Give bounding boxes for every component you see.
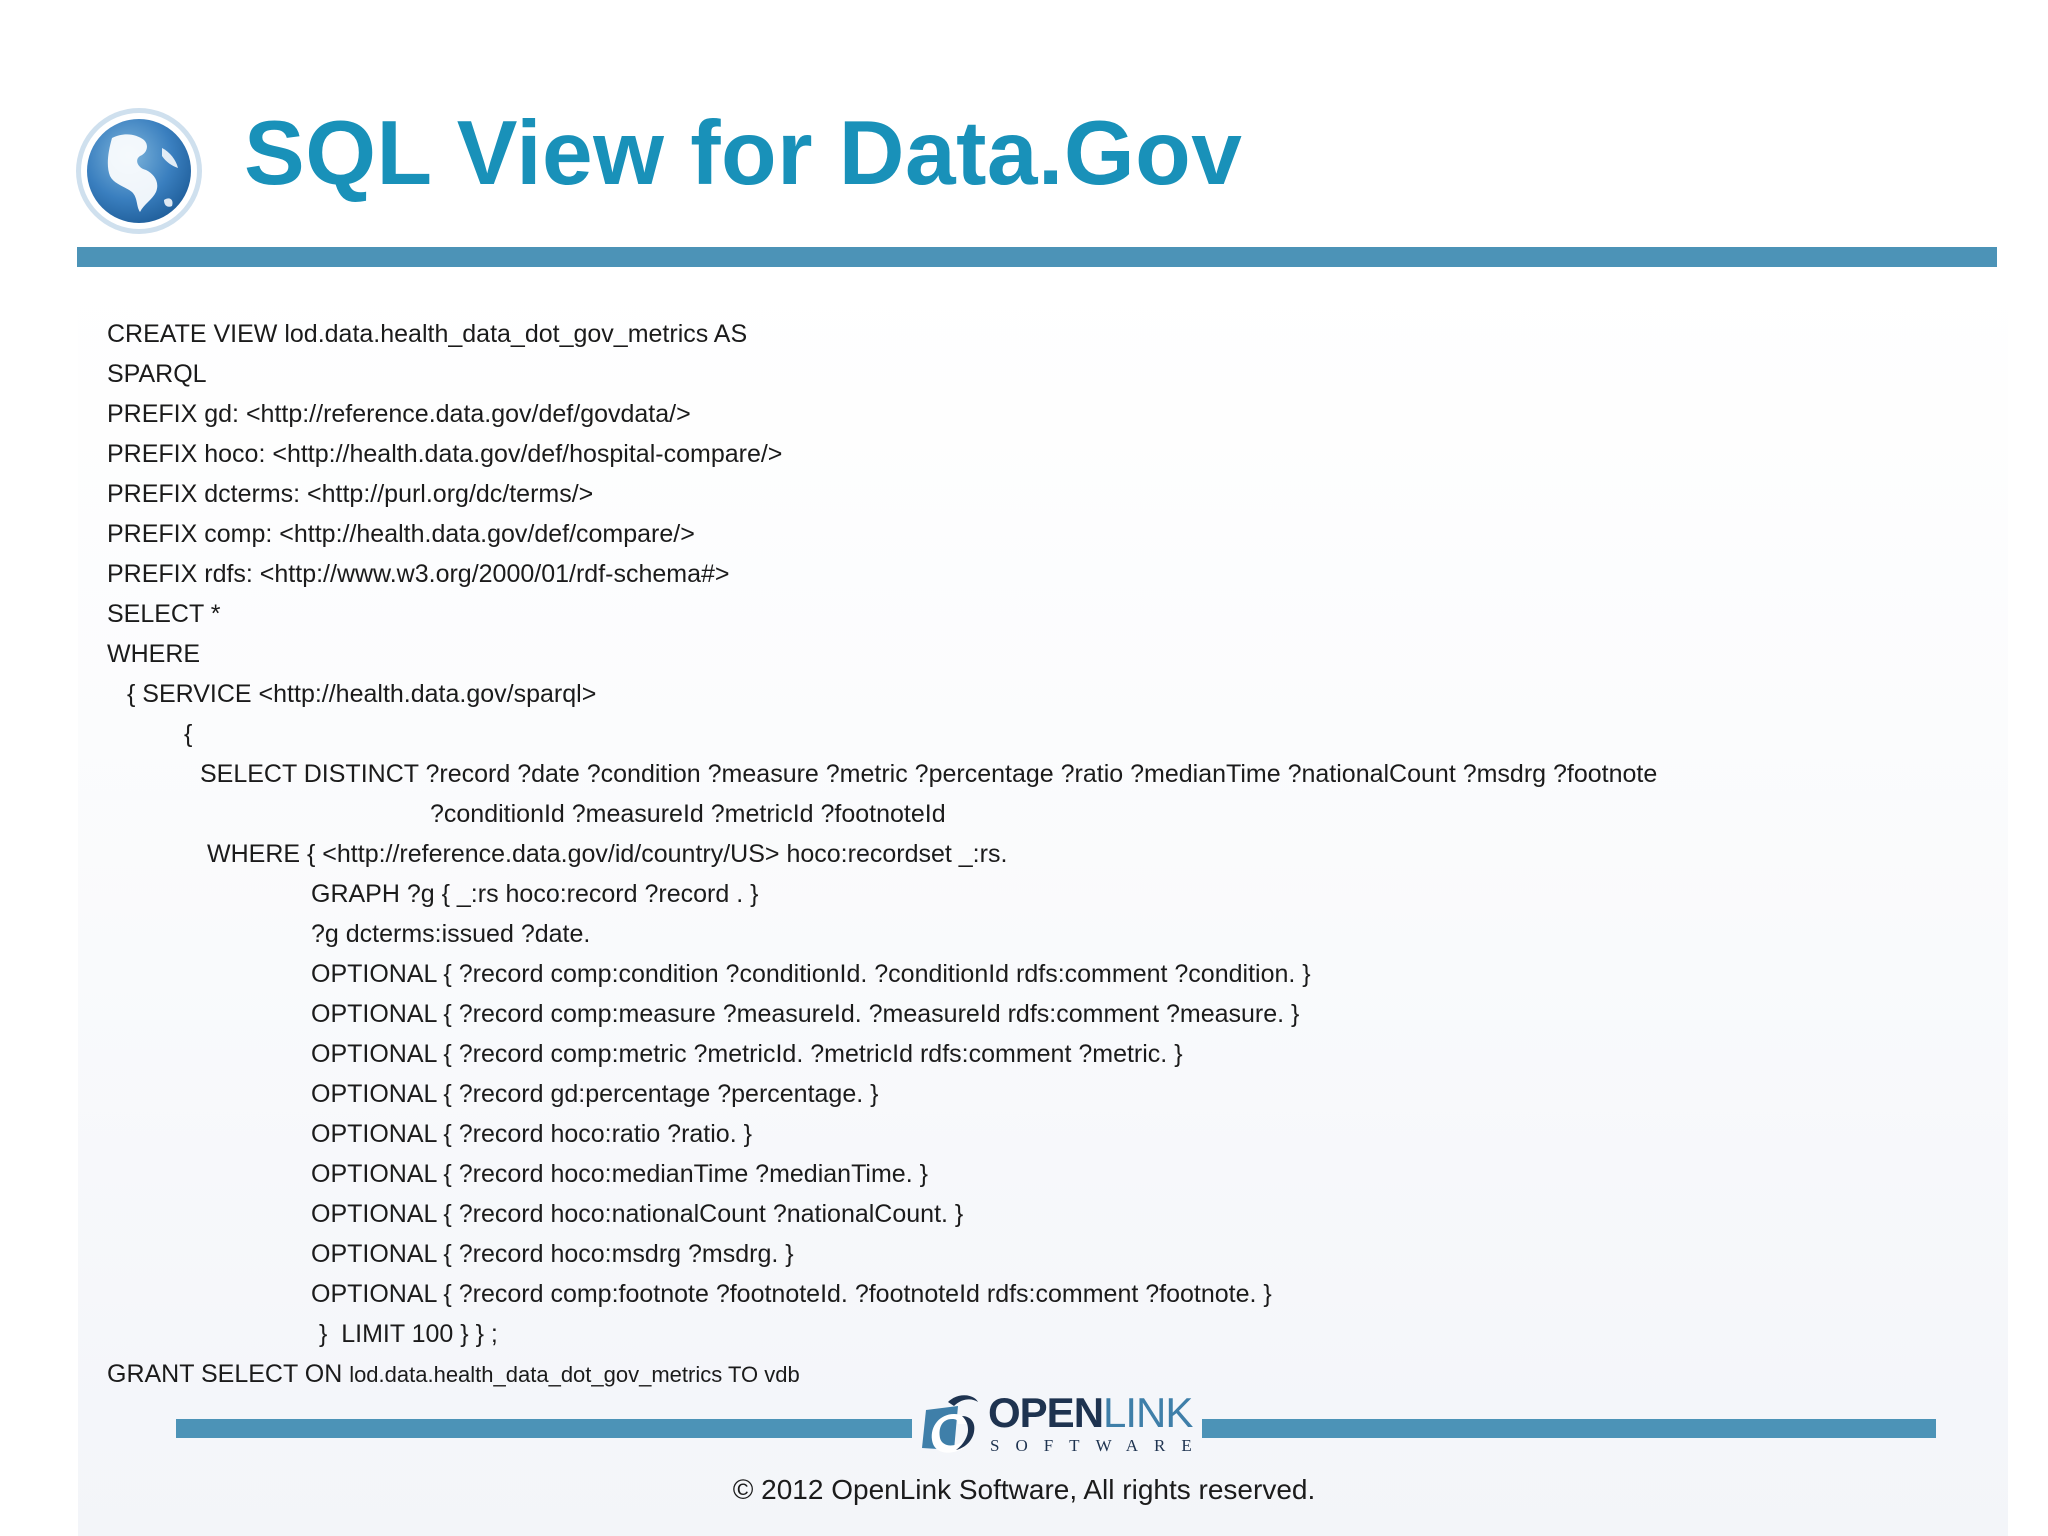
copyright-text: © 2012 OpenLink Software, All rights reserved. (732, 1474, 1316, 1505)
code-line: PREFIX dcterms: <http://purl.org/dc/terms/> (107, 480, 594, 508)
logo-subtitle: SOFTWARE (990, 1436, 1208, 1455)
page-title: SQL View for Data.Gov (244, 103, 1243, 204)
logo-wordmark (988, 1390, 1192, 1436)
grant-line (107, 1354, 800, 1394)
logo-word-open: OPEN (988, 1389, 1104, 1436)
code-line: { SERVICE <http://health.data.gov/sparql> (127, 680, 597, 708)
footer-divider-right (1202, 1419, 1936, 1438)
code-line: OPTIONAL { ?record gd:percentage ?percentage. } (311, 1080, 879, 1108)
code-line: PREFIX hoco: <http://health.data.gov/def/hospital-compare/> (107, 440, 783, 468)
code-line: PREFIX comp: <http://health.data.gov/def/compare/> (107, 520, 695, 548)
code-line: PREFIX rdfs: <http://www.w3.org/2000/01/rdf-schema#> (107, 560, 730, 588)
code-line: { (184, 720, 193, 748)
code-line: OPTIONAL { ?record comp:footnote ?footnoteId. ?footnoteId rdfs:comment ?footnote. } (311, 1280, 1272, 1308)
code-line: ?g dcterms:issued ?date. (311, 920, 591, 948)
globe-icon (74, 104, 204, 238)
openlink-logo-icon (918, 1388, 982, 1460)
code-line: SPARQL (107, 360, 207, 388)
footer-divider-left (176, 1419, 912, 1438)
code-line: WHERE (107, 640, 201, 668)
openlink-logo (918, 1388, 1208, 1460)
code-line: WHERE { <http://reference.data.gov/id/country/US> hoco:recordset _:rs. (207, 840, 1008, 868)
grant-prefix: GRANT SELECT ON (107, 1360, 350, 1388)
code-line: OPTIONAL { ?record comp:metric ?metricId. ?metricId rdfs:comment ?metric. } (311, 1040, 1183, 1068)
code-line: SELECT DISTINCT ?record ?date ?condition ?measure ?metric ?percentage ?ratio ?medianTime ?nationalCount ?msdrg ?footnote (200, 760, 1658, 788)
code-line: CREATE VIEW lod.data.health_data_dot_gov_metrics AS (107, 320, 748, 348)
code-line: } LIMIT 100 } } ; (319, 1320, 498, 1348)
logo-word-link: LINK (1103, 1389, 1193, 1436)
code-line: GRAPH ?g { _:rs hoco:record ?record . } (311, 880, 759, 908)
code-line: OPTIONAL { ?record hoco:nationalCount ?nationalCount. } (311, 1200, 964, 1228)
code-line: SELECT * (107, 600, 221, 628)
code-line: OPTIONAL { ?record hoco:medianTime ?medianTime. } (311, 1160, 928, 1188)
code-line: PREFIX gd: <http://reference.data.gov/def/govdata/> (107, 400, 691, 428)
code-line: OPTIONAL { ?record hoco:msdrg ?msdrg. } (311, 1240, 794, 1268)
grant-rest: lod.data.health_data_dot_gov_metrics TO vdb (349, 1362, 800, 1387)
code-line: ?conditionId ?measureId ?metricId ?footnoteId (430, 800, 946, 828)
code-line: OPTIONAL { ?record comp:condition ?conditionId. ?conditionId rdfs:comment ?condition. } (311, 960, 1311, 988)
code-line: OPTIONAL { ?record hoco:ratio ?ratio. } (311, 1120, 752, 1148)
title-divider (77, 247, 1997, 267)
code-line: OPTIONAL { ?record comp:measure ?measureId. ?measureId rdfs:comment ?measure. } (311, 1000, 1300, 1028)
